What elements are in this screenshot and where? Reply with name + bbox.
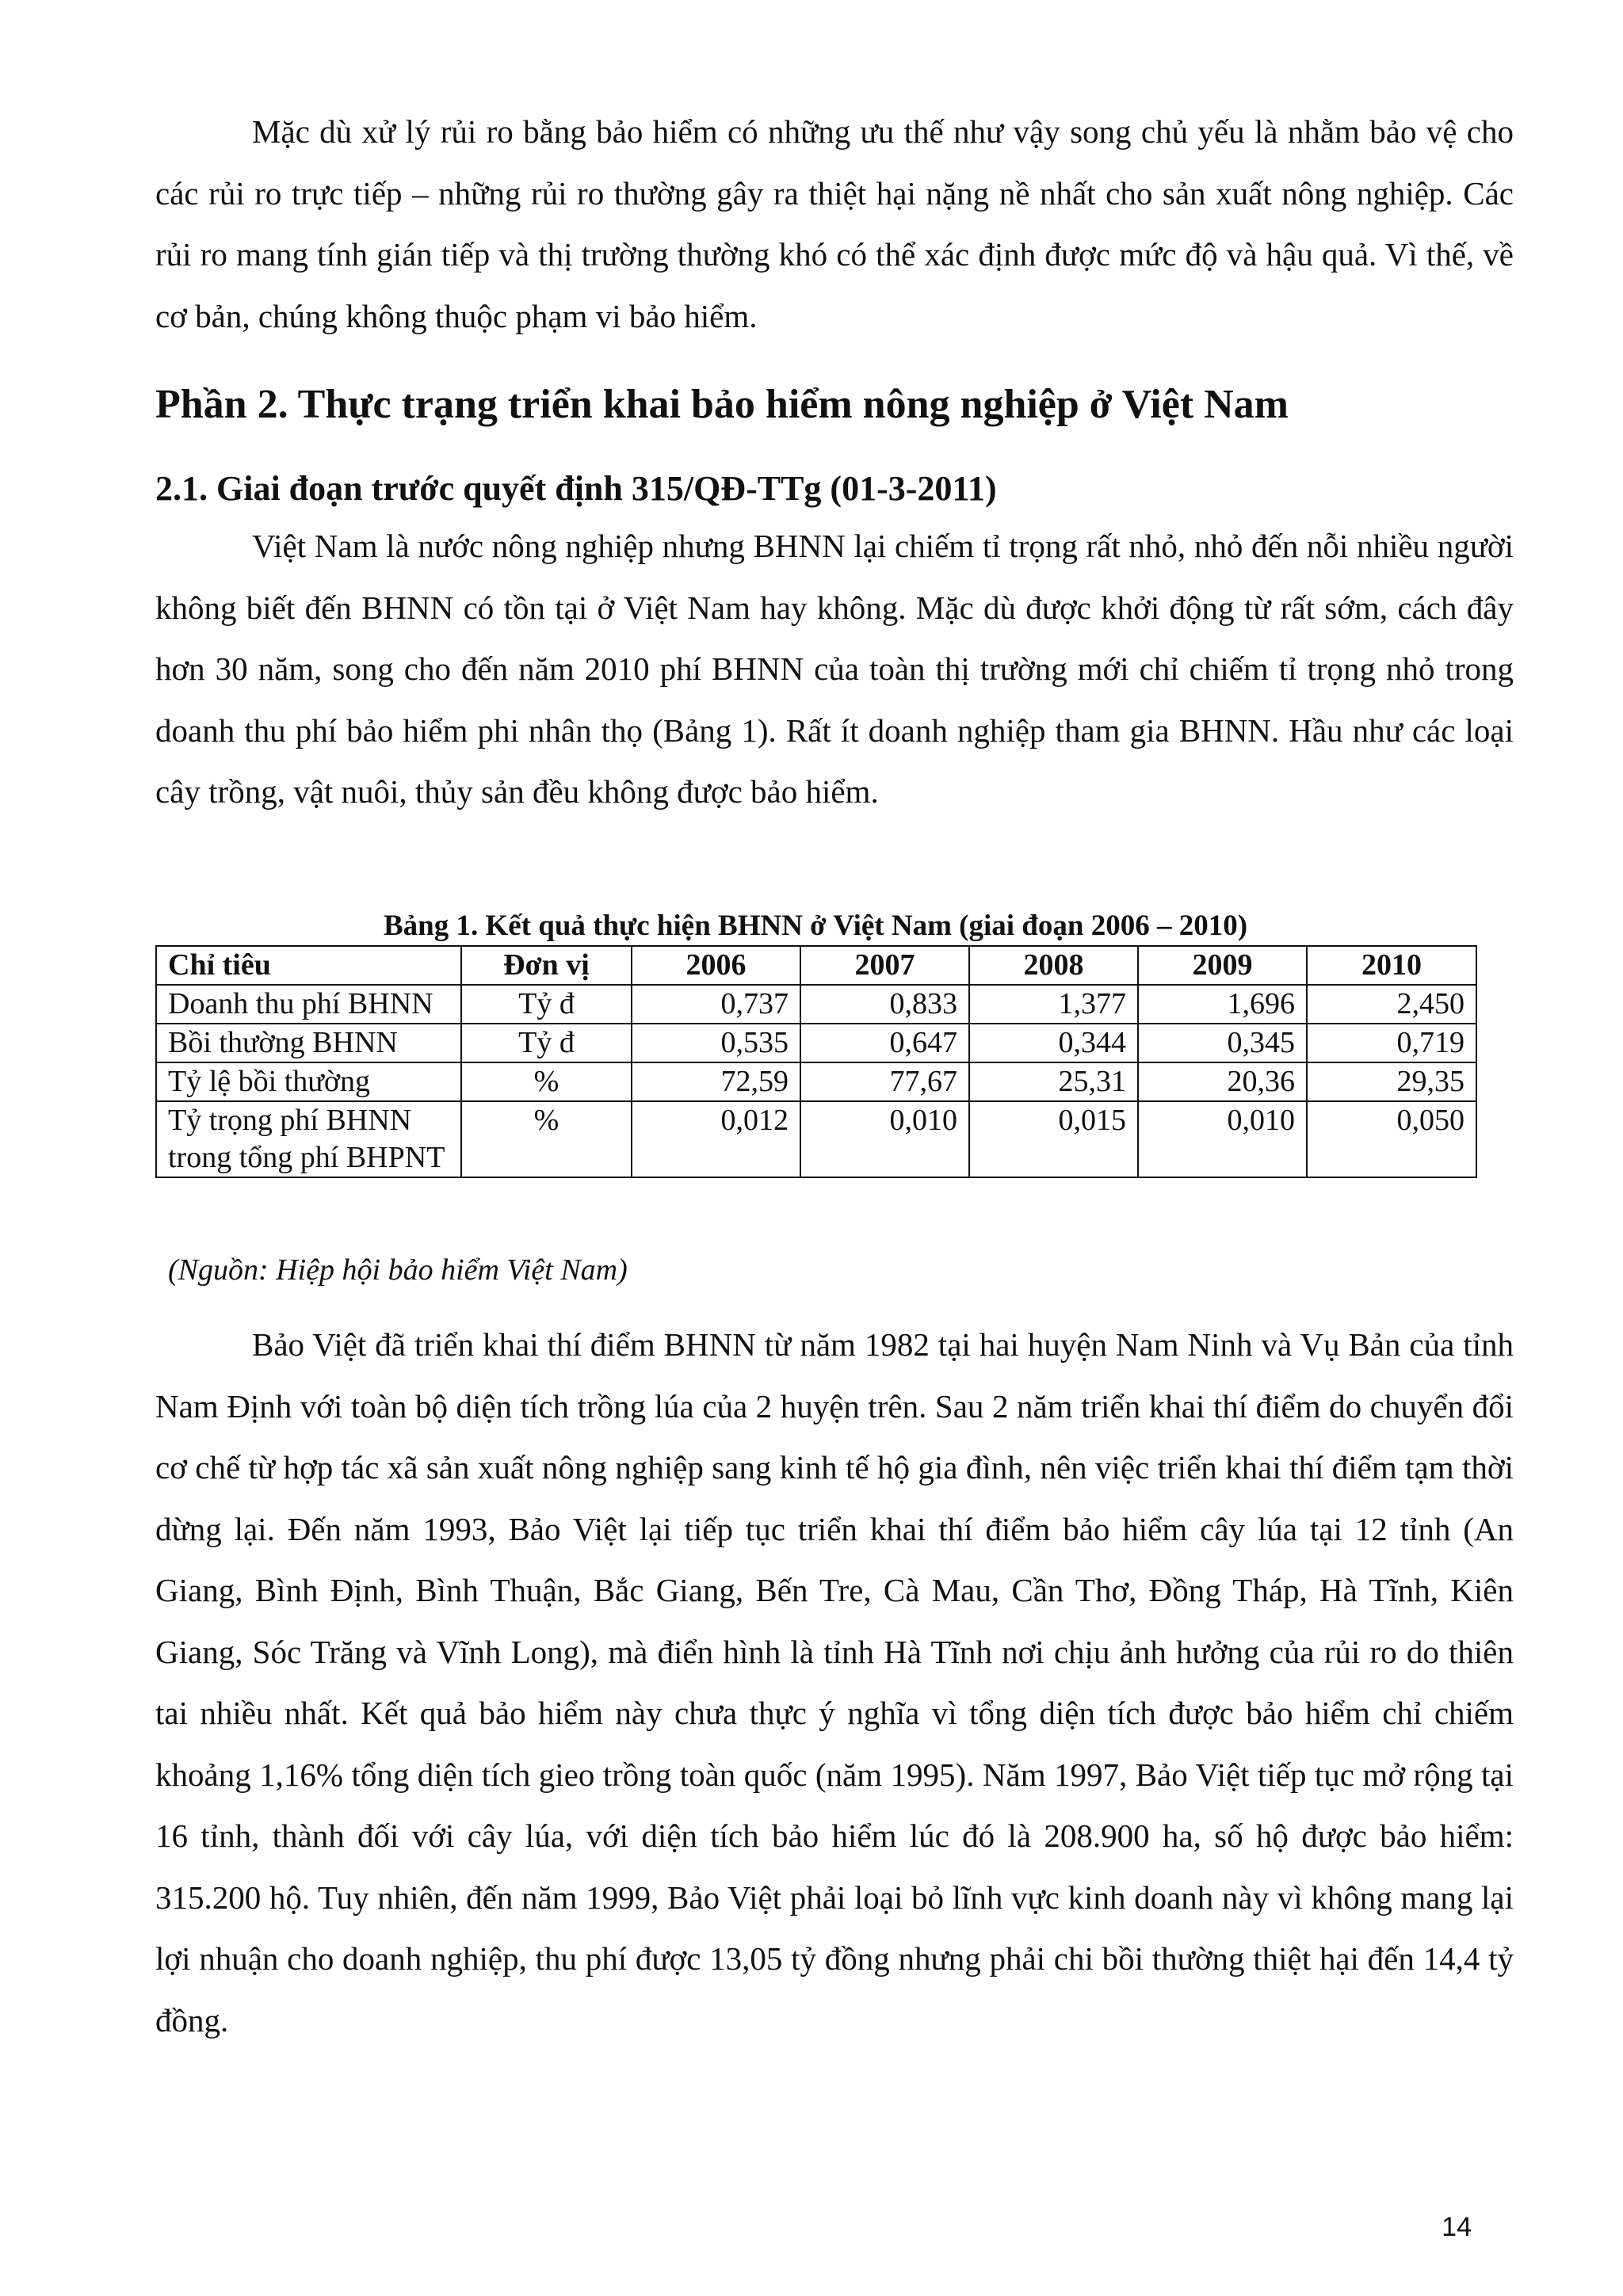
page-number: 14 [1442, 2212, 1472, 2242]
header-cell: 2010 [1307, 946, 1476, 985]
paragraph-history: Bảo Việt đã triển khai thí điểm BHNN từ năm 1982 tại hai huyện Nam Ninh và Vụ Bản của tỉnh Nam Định với toàn bộ diện tích trồng lúa của 2 huyện trên. Sau 2 năm triển khai thí điểm do chuyển đổi cơ chế từ hợp tác xã sản xuất nông nghiệp sang kinh tế hộ gia đình, nên việc triển khai thí điểm tạm thời dừng lại. Đến năm 1993, Bảo Việt lại tiếp tục triển khai thí điểm bảo hiểm cây lúa tại 12 tỉnh (An Giang, Bình Định, Bình Thuận, Bắc Giang, Bến Tre, Cà Mau, Cần Thơ, Đồng Tháp, Hà Tĩnh, Kiên Giang, Sóc Trăng và Vĩnh Long), mà điển hình là tỉnh Hà Tĩnh nơi chịu ảnh hưởng của rủi ro do thiên tai nhiều nhất. Kết quả bảo hiểm này chưa thực ý nghĩa vì tổng diện tích được bảo hiểm chỉ chiếm khoảng 1,16% tổng diện tích gieo trồng toàn quốc (năm 1995). Năm 1997, Bảo Việt tiếp tục mở rộng tại 16 tỉnh, thành đối với cây lúa, với diện tích bảo hiểm lúc đó là 208.900 ha, số hộ được bảo hiểm: 315.200 hộ. Tuy nhiên, đến năm 1999, Bảo Việt phải loại bỏ lĩnh vực kinh doanh này vì không mang lại lợi nhuận cho doanh nghiệp, thu phí được 13,05 tỷ đồng nhưng phải chi bồi thường thiệt hại đến 14,4 tỷ đồng. [155, 1326, 1514, 2039]
value-cell: 0,015 [969, 1101, 1138, 1177]
value-cell: 0,010 [800, 1101, 969, 1177]
value-cell: 0,833 [800, 985, 969, 1024]
value-cell: 2,450 [1307, 985, 1476, 1024]
value-cell: 0,344 [969, 1024, 1138, 1062]
unit-cell: Tỷ đ [461, 985, 632, 1024]
header-cell: Chỉ tiêu [156, 946, 461, 985]
unit-cell: % [461, 1062, 632, 1101]
value-cell: 1,377 [969, 985, 1138, 1024]
header-cell: 2008 [969, 946, 1138, 985]
unit-cell: % [461, 1101, 632, 1177]
paragraph-overview: Việt Nam là nước nông nghiệp nhưng BHNN lại chiếm tỉ trọng rất nhỏ, nhỏ đến nỗi nhiều người không biết đến BHNN có tồn tại ở Việt Nam hay không. Mặc dù được khởi động từ rất sớm, cách đây hơn 30 năm, song cho đến năm 2010 phí BHNN của toàn thị trường mới chỉ chiếm tỉ trọng nhỏ trong doanh thu phí bảo hiểm phi nhân thọ (Bảng 1). Rất ít doanh nghiệp tham gia BHNN. Hầu như các loại cây trồng, vật nuôi, thủy sản đều không được bảo hiểm. [155, 528, 1514, 810]
part-heading: Phần 2. Thực trạng triển khai bảo hiểm nông nghiệp ở Việt Nam [155, 382, 1289, 427]
value-cell: 1,696 [1138, 985, 1307, 1024]
value-cell: 0,345 [1138, 1024, 1307, 1062]
value-cell: 0,737 [632, 985, 800, 1024]
value-cell: 29,35 [1307, 1062, 1476, 1101]
value-cell: 20,36 [1138, 1062, 1307, 1101]
header-cell: Đơn vị [461, 946, 632, 985]
value-cell: 25,31 [969, 1062, 1138, 1101]
value-cell: 0,719 [1307, 1024, 1476, 1062]
table-row [156, 985, 1476, 1024]
section-heading: 2.1. Giai đoạn trước quyết định 315/QĐ-TTg (01-3-2011) [155, 469, 997, 508]
unit-cell: Tỷ đ [461, 1024, 632, 1062]
table-row [156, 1062, 1476, 1101]
paragraph-intro: Mặc dù xử lý rủi ro bằng bảo hiểm có những ưu thế như vậy song chủ yếu là nhằm bảo vệ cho các rủi ro trực tiếp – những rủi ro thường gây ra thiệt hại nặng nề nhất cho sản xuất nông nghiệp. Các rủi ro mang tính gián tiếp và thị trường thường khó có thể xác định được mức độ và hậu quả. Vì thế, về cơ bản, chúng không thuộc phạm vi bảo hiểm. [155, 113, 1514, 334]
value-cell: 0,010 [1138, 1101, 1307, 1177]
table-source-note: (Nguồn: Hiệp hội bảo hiểm Việt Nam) [168, 1253, 628, 1287]
value-cell: 77,67 [800, 1062, 969, 1101]
row-label: Doanh thu phí BHNN [156, 985, 461, 1024]
value-cell: 0,050 [1307, 1101, 1476, 1177]
row-label: Tỷ trọng phí BHNN trong tổng phí BHPNT [156, 1101, 461, 1177]
table-row [156, 1101, 1476, 1177]
value-cell: 0,535 [632, 1024, 800, 1062]
row-label: Tỷ lệ bồi thường [156, 1062, 461, 1101]
header-cell: 2006 [632, 946, 800, 985]
table-row [156, 1024, 1476, 1062]
results-table [155, 945, 1477, 1178]
header-cell: 2009 [1138, 946, 1307, 985]
row-label: Bồi thường BHNN [156, 1024, 461, 1062]
header-cell: 2007 [800, 946, 969, 985]
value-cell: 0,012 [632, 1101, 800, 1177]
table-caption: Bảng 1. Kết quả thực hiện BHNN ở Việt Nam (giai đoạn 2006 – 2010) [383, 910, 1248, 942]
value-cell: 0,647 [800, 1024, 969, 1062]
table-header-row [156, 946, 1476, 985]
value-cell: 72,59 [632, 1062, 800, 1101]
